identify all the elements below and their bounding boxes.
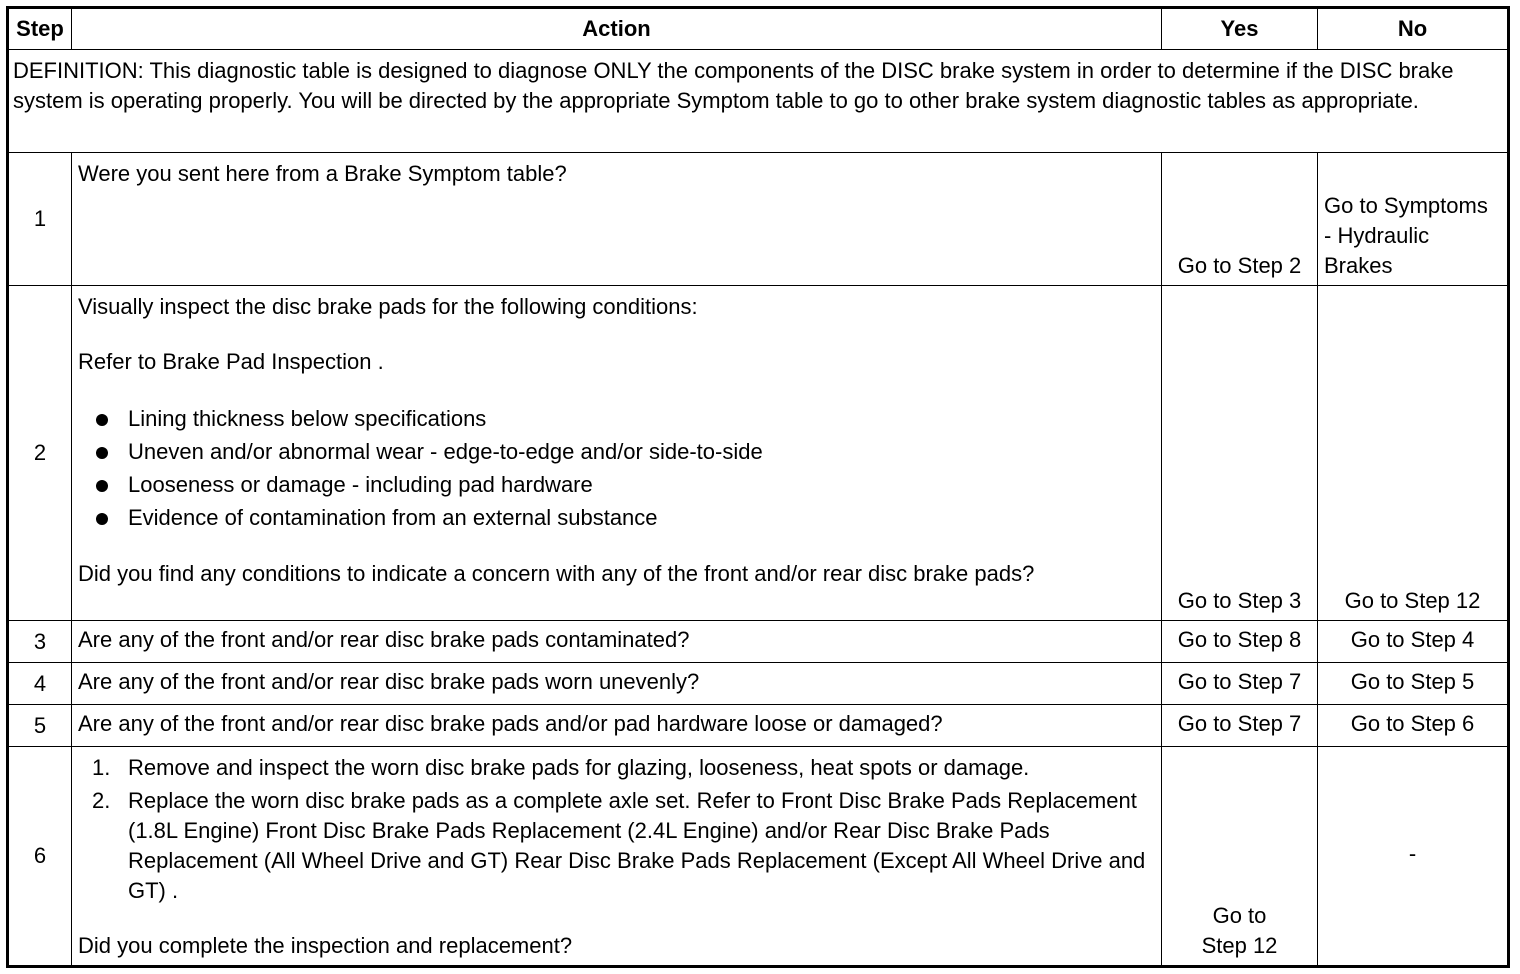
table-row bbox=[8, 286, 1509, 621]
bullet-icon bbox=[96, 414, 108, 426]
no-link[interactable]: Go to Step 5 bbox=[1318, 663, 1509, 705]
list-item bbox=[94, 468, 1155, 501]
list-item bbox=[94, 435, 1155, 468]
definition-text: DEFINITION: This diagnostic table is designed to diagnose ONLY the components of the DISC brake system in order to determine if the DISC brake system is operating properly. You will be directed by the appropriate Symptom table to go to other brake system diagnostic tables as appropriate. bbox=[8, 50, 1509, 153]
bullet-icon bbox=[96, 480, 108, 492]
header-step: Step bbox=[8, 8, 72, 50]
definition-row bbox=[8, 50, 1509, 153]
header-row bbox=[8, 8, 1509, 50]
action-intro: Visually inspect the disc brake pads for the following conditions: bbox=[78, 294, 698, 319]
bullet-icon bbox=[96, 447, 108, 459]
list-item bbox=[92, 753, 1155, 783]
action-text: Are any of the front and/or rear disc brake pads worn unevenly? bbox=[72, 663, 1162, 705]
list-item-text: Uneven and/or abnormal wear - edge-to-edge and/or side-to-side bbox=[128, 439, 763, 464]
bullet-icon bbox=[96, 513, 108, 525]
action-cell bbox=[72, 747, 1162, 967]
table-row bbox=[8, 621, 1509, 663]
list-item bbox=[92, 786, 1155, 906]
action-text: Are any of the front and/or rear disc brake pads contaminated? bbox=[72, 621, 1162, 663]
step-number: 1 bbox=[8, 153, 72, 286]
step-number: 5 bbox=[8, 705, 72, 747]
yes-link[interactable]: Go to Step 7 bbox=[1162, 663, 1318, 705]
list-item-text: Replace the worn disc brake pads as a complete axle set. Refer to Front Disc Brake Pads Replacement (1.8L Engine) Front Disc Brake Pads Replacement (2.4L Engine) and/or Rear Disc Brake Pads Replacement (All Wheel Drive and GT) Rear Disc Brake Pads Replacement (Except All Wheel Drive and GT) . bbox=[128, 788, 1146, 903]
no-link[interactable]: Go to Symptoms - Hydraulic Brakes bbox=[1318, 153, 1509, 286]
list-item-text: Looseness or damage - including pad hardware bbox=[128, 472, 593, 497]
table-row bbox=[8, 153, 1509, 286]
action-question: Did you find any conditions to indicate a concern with any of the front and/or rear disc brake pads? bbox=[78, 561, 1035, 586]
action-question: Did you complete the inspection and replacement? bbox=[78, 933, 573, 958]
step-number: 3 bbox=[8, 621, 72, 663]
diagnostic-table bbox=[6, 6, 1510, 968]
procedure-list bbox=[78, 753, 1155, 906]
yes-link[interactable]: Go to Step 2 bbox=[1162, 153, 1318, 286]
list-item bbox=[94, 402, 1155, 435]
table-row bbox=[8, 663, 1509, 705]
list-item-text: Evidence of contamination from an external substance bbox=[128, 505, 658, 530]
action-text: Are any of the front and/or rear disc brake pads and/or pad hardware loose or damaged? bbox=[72, 705, 1162, 747]
no-link[interactable]: Go to Step 6 bbox=[1318, 705, 1509, 747]
header-action: Action bbox=[72, 8, 1162, 50]
header-no: No bbox=[1318, 8, 1509, 50]
no-value: - bbox=[1318, 747, 1509, 967]
step-number: 2 bbox=[8, 286, 72, 621]
list-item-number: 1. bbox=[92, 755, 111, 780]
no-link[interactable]: Go to Step 4 bbox=[1318, 621, 1509, 663]
action-cell bbox=[72, 286, 1162, 621]
list-item bbox=[94, 501, 1155, 534]
condition-list bbox=[78, 402, 1155, 534]
table-row bbox=[8, 747, 1509, 967]
header-yes: Yes bbox=[1162, 8, 1318, 50]
list-item-text: Remove and inspect the worn disc brake pads for glazing, looseness, heat spots or damage. bbox=[128, 755, 1030, 780]
yes-link[interactable]: Go to Step 12 bbox=[1162, 747, 1318, 967]
yes-link[interactable]: Go to Step 8 bbox=[1162, 621, 1318, 663]
action-text: Were you sent here from a Brake Symptom table? bbox=[72, 153, 1162, 286]
yes-link[interactable]: Go to Step 3 bbox=[1162, 286, 1318, 621]
step-number: 4 bbox=[8, 663, 72, 705]
yes-link[interactable]: Go to Step 7 bbox=[1162, 705, 1318, 747]
list-item-text: Lining thickness below specifications bbox=[128, 406, 487, 431]
table-row bbox=[8, 705, 1509, 747]
no-link[interactable]: Go to Step 12 bbox=[1318, 286, 1509, 621]
list-item-number: 2. bbox=[92, 788, 111, 813]
refer-link[interactable]: Refer to Brake Pad Inspection . bbox=[78, 349, 384, 374]
step-number: 6 bbox=[8, 747, 72, 967]
